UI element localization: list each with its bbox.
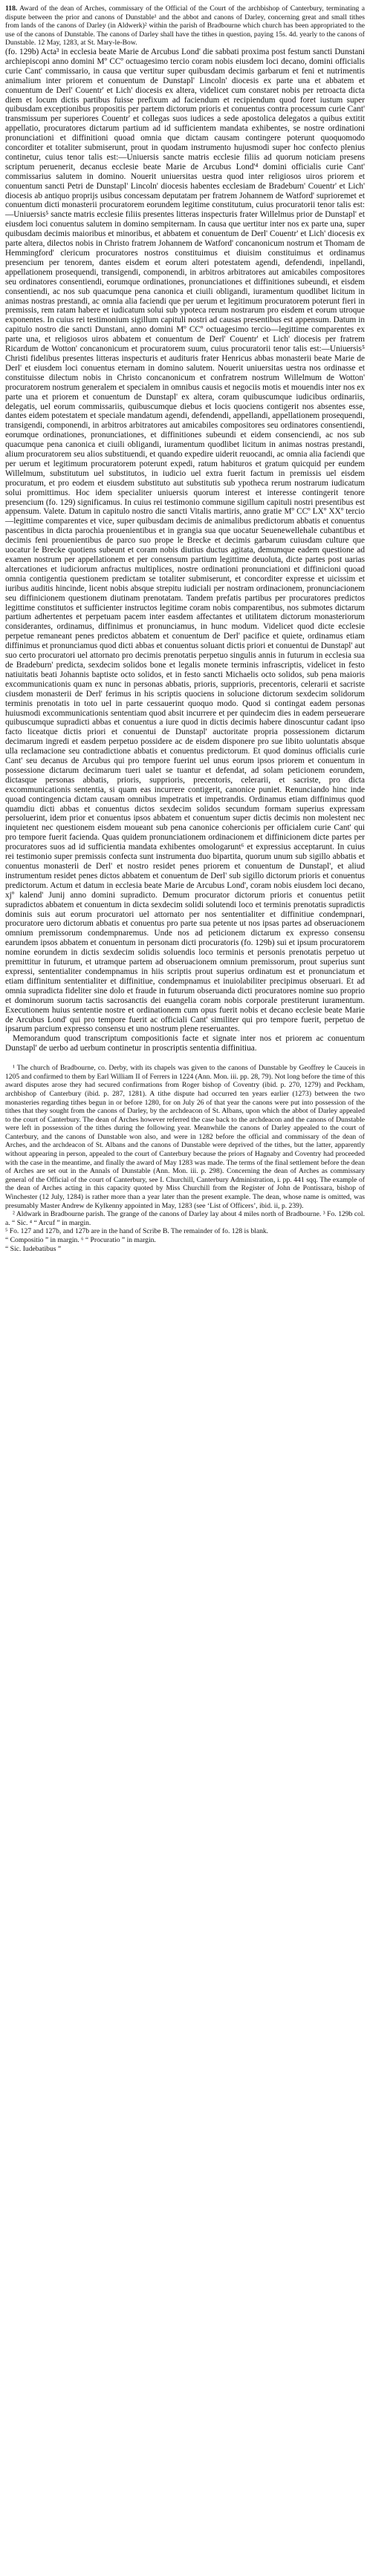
footnotes xyxy=(5,1064,365,1253)
latin-paragraph-1: (fo. 129b) Acta³ in ecclesia beate Marie de Arcubus Lond' die sabbati proxima post festum sancti Dunstani archiepiscopi anno domini Mº CCº octuagesimo tercio coram nobis eiusdem loci decano, domini officialis curie Cant' commissario, in causa que vertitur super quibusdam decimis garbarum et feni et nutrimentis animalium inter priorem et conuentum de Dunstapl' Lincoln' diocesis ex parte una et abbatem et conuentum de Derl' Couentr' et Lich' diocesis ex altera, videlicet cum constaret nobis per retroacta dicta diem et locum dictis partibus fuisse prefixum ad faciendum et recipiendum quod foret iustum super quibusdam exceptionibus propositis per partem dictorum prioris et conuentus contra processum curie Cant' transmissum per superiores Couentr' et collegas suos iudices a sede apostolica delegatos a quibus extitit appellatio, procuratores dictarum partium ad id sufficientem mandata exhibentes, se nostre ordinationi pronunciationi et diffinitioni quoad omnia que dictam causam contingere poterunt quoquomodo concorditer et totaliter submiserunt, prout in quodam instrumento hujusmodi super hoc confecto plenius continetur, cuius tenor talis est:—Uniuersis sancte matris ecclesie filiis ad quorum noticiam presens scriptum peruenerit, decanus ecclesie beate Marie de Arcubus Lond'⁴ domini officialis curie Cant' commissarius salutem in domino. Nouerit uniuersitas uestra quod inter religiosos uiros priorem et conuentum sancti Petri de Dunstapl' Lincoln' diocesis habentes ecclesiam de Bradeburn' Couentr' et Lich' diocesis ab antiquo proprijs usibus concessam deputatam per fratrem Johannem de Watford' suprioremet et conuentum dicti monasterii procuratorem eorundem legitime constitutum, cuius procuratorii tenor talis est:—Uniuersis⁵ sancte matris ecclesie filiis presentes litteras inspecturis frater Willelmus prior de Dunstapl' et eiusdem loci conuentus salutem in domino sempiternam. In causa que uertitur inter nos ex parte una, super quibusdam decimis maioribus et minoribus, et abbatem et conuentum de Derl' Couentr' et Lich' diocesis ex parte altera, dilectos nobis in Christo fratrem Johannem de Watford' concanonicum nostrum et Thomam de Hemmingford' clericum procuratores nostros constituimus et diuisim constituimus et ordinamus presencium per tenorem, dantes eisdem et eorum alteri potestatem agendi, defendendi, inpellandi, appellationem prosequendi, transigendi, componendi, in arbitros arbitratores aut amicabiles compositores seu ordinatores consentiendi, eorumque ordinationes, pronunciationes et diffinitiones subeundi, et eisdem consentiendi, ac nos sub quacumque pena canonica et ciuili obligandi, iuramentum quodlibet licitum in animas nostras prestandi, ac omnia alia faciendi que per uerum et legitimum procuratorem poterunt fieri in premissis, rem ratam habere et iudicatum solui sub ypoteca rerum nostrarum pro eisdem et eorum utroque exponentes. In cuius rei testimonium sigillum capituli nostri ad causas presentibus est appensum. Datum in capitulo nostro die sancti Dunstani, anno domini Mº CCº octuagesimo tercio—legittime comparentes ex parte una, et religiosos uiros abbatem et conuentum de Derl' Couentr' et Lich' diocesis per fratrem Ricardum de Wotton' concanonicum et procuratorem suum, cuius procuratorii tenor talis est:—Uniuersis⁵ Christi fidelibus presentes litteras inspecturis et audituris frater Henricus abbas monasterii beate Marie de Derl' et eiusdem loci conuentus eternam in domino salutem. Nouerit uniuersitas uestra nos ordinasse et constituisse dilectum nobis in Christo concanonicum et confratrem nostrum Willelmum de Wotton' procuratorem nostrum generalem et specialem in omnibus causis et negociis motis et mouendis inter nos ex parte una et priorem et conuentum de Dunstapl' ex altera, coram quibuscumque iudicibus ordinariis, delegatis, uel eorum commissariis, quibuscumque diebus et locis quociens contigerit nos absentes esse, dantes eidem potestatem et speciale mandatum agendi, defendendi, appellandi, appellationem prosequendi, transigendi, componendi, in arbitros arbitratores aut amicabiles compositores seu ordinatores consentiendi, eorumque ordinationes, pronunciationes, et diffinitiones subeundi et eidem consenciendi, ac nos sub quacumque pena canonica et ciuili obligandi, iuramentum quodlibet licitum in animas nostras prestandi, alium procuratorem seu alios substituendi, et quando expedire uiderit reuocandi, ac omnia alia faciendi que per uerum et legitimum procuratorem poterunt expedi, ratum habituros et gratum quicquid per eundem Willelmum, substitutum uel substitutos, in iudicio uel extra fuerit factum in premissis uel eisdem procuratum, et pro eodem et eiusdem substituto aut substitutis sub ypotheca rerum nostrarum iudicatum solui promittimus. Hoc idem specialiter uniuersis quorum interest et interesse contingerit tenore presencium (fo. 129) significamus. In cuius rei testimonio commune sigillum capituli nostri presentibus est appensum. Valete. Datum in capitulo nostro die sancti Vitalis martiris, anno gratie Mº CCº LXº XXº tercio—legittime comparentes et vice, super quibusdam decimis de animalibus predictorum abbatis et conuentus pascentibus in dicta parochia prouenientibus et in grangia sua que uocatur Seuenewellehale cubantibus et decimis feni prouenientibus de parco suo prope le Brecke et decimis garbarum cuiusdam culture que uocatur le Brecke quotiens subeunt et coram nobis diutius ductus agitata, demumque eadem questione ad examen nostrum per appellationem et per consensum partium legittime deuoluta, dicte partes post uarias altercationes et iudiciorum anfractus multiplices, nostre ordinationi pronunciationi et diffinicioni quoad omnia contigentia questionem predictam se totaliter submiserunt, et concorditer expresse et uicissim et iuribus auditis hincinde, licent nobis absque strepitu iudiciali per nostram ordinacionem, pronunciacionem seu diffinicionem questionem diutinam prenotatam. Tandem prefatis partibus per procuratores predictos legittime constitutos et sufficienter instructos legitime coram nobis comparentibus, nos submotes dictarum partium adhertentes et perpetuam pacem inter easdem affectantes et utilitatem dictorum monasteriorum considerantes, ordinamus, diffinimus et pronunciamus, in hunc modum. Videlicet quod dicte ecclesie perpetue remaneant penes predictos abbatem et conuentum de Derl' pacifice et quiete, ordinamus etiam diffinimus et pronunciamus quod dicti abbas et conuentus soluant dictis priori et conuentui de Dunstapl' aut suo certo procuratori uel attornato pro decimis prenotatis perpetuo singulis annis in futurum in ecclesia sua de Bradeburn' predicta, sexdecim solidos bone et legalis monete terminis infrascriptis, videlicet in festo natiuitatis beati Johannis baptiste octo solidos, et in festo sancti Michaelis octo solidos, sub pena maioris excommunicationis quam ex nunc in personas abbatis, prioris, supprioris, precentoris, celerarii et sacriste ciusdem monasterii de Derl' ferimus in his scriptis quociens in solucione dictorum sexdecim solidorum terminis prenotatis in toto uel in parte cessauerint quoquo modo. Quod si contingat eadem personas huiusmodi excommunicationis sententiam quod absit incurrere et per quindecim dies in eadem perseuerare quibuscumque supradicti abbas et conuentus a iure quod in dictis decimis habere dinoscuntur cadant ipso facto liceatque dictis priori et conuentui de Dunstapl' auctoritate propria possessionem dictarum decimarum ingredi et easdem perpetuo possidere ac de eisdem disponere pro sue libito uoluntatis absque ulla reclamacione seu contradictione abbatis et conuentus predictorum. Et quod dominus officialis curie Cant' seu decanus de Arcubus qui pro tempore fuerint uel unus eorum ipsos priorem et conuentum in possessione dictarum decimarum tueri ualet se tuantur et defendat, ad solam peticionem eorundem, dictasque personas abbatis, prioris, supprioris, precentoris, celerarii, et sacriste, pro dicta excommunicationis sententia, si quam eas incurrere contigerit, canonice puniet. Renunciando hinc inde quoad contingencia dictam causam omnibus impetratis et impetrandis. Ordinamus etiam diffinimus quod quamdiu dicti abbas et conuentus dictos sexdecim solidos secundum formam superius expressam persoluerint, idem prior et conuentus ipsos abbatem et conuentum super dictis decimis non molestent nec inquietent nec questionem eisdem moueant sub pena canonice cohercionis per officialem curie Cant' qui pro tempore fuerit facienda. Quas quidem pronunciationem ordinacionem et diffinicionem dicte partes per procuratores suos ad id sufficientia mandata exhibentes omologarunt⁶ et expressius acceptarunt. In cuius rei testimonio super premissis confecta sunt instrumenta duo bipartita, quorum unum sub sigillo abbatis et conuentus monasterii de Derl' et nostro residet penes priorem et conuentum de Dunstapl', et aliud instrumentum residet penes dictos abbatem et conuentum de Derl' sub sigillo dictorum prioris et conuentus predictorum. Actum et datum in ecclesia beate Marie de Arcubus Lond', coram nobis eiusdem loci decano, xjº kalend' Junij anno domini supradicto. Demum procurator dictorum prioris et conuentus petiit supradictos abbatem et conuentum in dicta sexdecim solidi solutendi loco et terminis prenotatis supradictis dominis suis aut eorum procuratori uel attornato per nos sententialiter et diffinitiue condempnari, procuratore uero dictorum abbatis et conuentus pro parte sua petente ut nos ipsas partes ad obseruacionem omnium premissorum condempnaremus. Unde nos ad peticionem dictarum ex expresso consensu earundem ipsos abbatem et conuentum in personam dicti procuratoris (fo. 129b) sui et ipsum procuratorem nomine eorundem in dictis sexdecim solidis soluendis loco terminis et personis prenotatis perpetuo ut premittitur in futurum, et utramque partem ad obseruacionem omnium premissorum, prout superius sunt expressi, sententialiter condempnamus in hiis scriptis prout superius ordinatum est et pronunciatum et etiam diffinitum sententialiter et diffinitiue, condempnamus et inuiolabiliter precipimus obseruari. Et ad omnia supradicta fideliter sine dolo et fraude in futurum obseruanda dicti procuratores nomine suo proprio et dominorum suorum tactis sacrosanctis dei euangelia coram nobis corporale prestiterunt iuramentum. Executionem huius sententie nostre et ordinationem cum opus fuerit nobis et decano ecclesie beate Marie de Arcubus Lond' qui pro tempore fuerit ac officiali Cant' similiter qui pro tempore fuerit, perpetuo de ipsarum parcium expresso consensu et uno nostrum plene reseruantes. xyxy=(5,47,365,1034)
entry-number: 118. xyxy=(5,4,18,13)
footnote-2: ² Aldwark in Bradbourne parish. The grange of the canons of Darley lay about 4 miles north of Bradbourne. ³ Fo. 129b col. a. “ Sic. ⁴ “ Arcuf ” in margin. xyxy=(5,1210,365,1227)
latin-paragraph-2: Memorandum quod transcriptum compositionis facte et signate inter nos et priorem ac conuentum Dunstapl' de uerbo ad uerbum continetur in proscriptis sententia diffinitiua. xyxy=(5,1034,365,1053)
entry-summary-text: Award of the dean of Arches, commissary of the Official of the Court of the archbishop of Canterbury, terminating a dispute between the prior and canons of Dunstable¹ and the abbot and canons of Darley, concerning great and small tithes from lands of the canons of Darley (in Aldwerk)² within the parish of Bradbourne which church has been appropriated to the use of the canons of Dunstable. The canons of Darley shall have the tithes in question, paying 15s. 4d. yearly to the canons of Dunstable. 12 May, 1283, at St. Mary-le-Bow. xyxy=(5,4,365,48)
footnote-1: ¹ The church of Bradbourne, co. Derby, with its chapels was given to the canons of Dunstable by Geoffrey le Cauceis in 1205 and confirmed to them by Earl William II of Ferrers in 1224 (Ann. Mon. iii. pp. 28, 79). Not long before the time of this award disputes arose they had secured confirmations from Roger bishop of Coventry (ibid. p. 270, 1279) and Peckham, archbishop of Canterbury (ibid. p. 287, 1281). A tithe dispute had occurred ten years earlier (1273) between the two monasteries regarding tithes begun in or before 1280, for on July 26 of that year the canons were put into possession of the tithes that they sought from the canons of Darley, by the archdeacon of St. Albans, upon which the abbot of Darley appealed to the court of Canterbury. The dean of Arches however referred the case back to the archdeacon and the canons of Dunstable were left in possession of the tithes during the following year. Meanwhile the canons of Darley appealed to the court of Canterbury, and the canons of Dunstable won also, and were in 1282 before the official and commissary of the dean of Arches, and the archdeacon of St. Albans and the canons of Dunstable were deprived of the tithes, but the latter, apparently without appearing in person, appealed to the court of Canterbury because the priors of Hagnaby and Coventry had proceeded with the case in the meantime, and finally the award of May 1283 was made. The terms of the final settlement before the dean of Arches are set out in the Annals of Dunstable (Ann. Mon. iii. p. 298). Concerning the dean of Arches as commissary general of the Official of the court of Canterbury, see I. Churchill, Canterbury Administration, i. pp. 441 sqq. The example of the dean of Arches acting in this capacity quoted by Miss Churchill from the Register of John de Pontissara, bishop of Winchester (12 July, 1284) is rather more than a year later than the present example. The dean, whose name is omitted, was presumably Master Andrew de Kylkenny appointed in May, 1283 (see ‘List of Officers’, ibid. ii, p. 239). xyxy=(5,1064,365,1210)
latin-text xyxy=(5,48,365,1053)
footnote-3: ⁵ Fo. 127 and 127b, and 127b are in the hand of Scribe B. The remainder of fo. 128 is blank. xyxy=(5,1227,269,1236)
footnote-5: “ Sic. Iudebatibus ” xyxy=(5,1244,62,1253)
footnote-divider xyxy=(5,1059,365,1060)
document-page xyxy=(0,0,370,1253)
entry-summary xyxy=(5,4,365,48)
footnote-4: “ Compositio ” in margin. ⁶ “ Procuratio ” in margin. xyxy=(5,1236,156,1244)
